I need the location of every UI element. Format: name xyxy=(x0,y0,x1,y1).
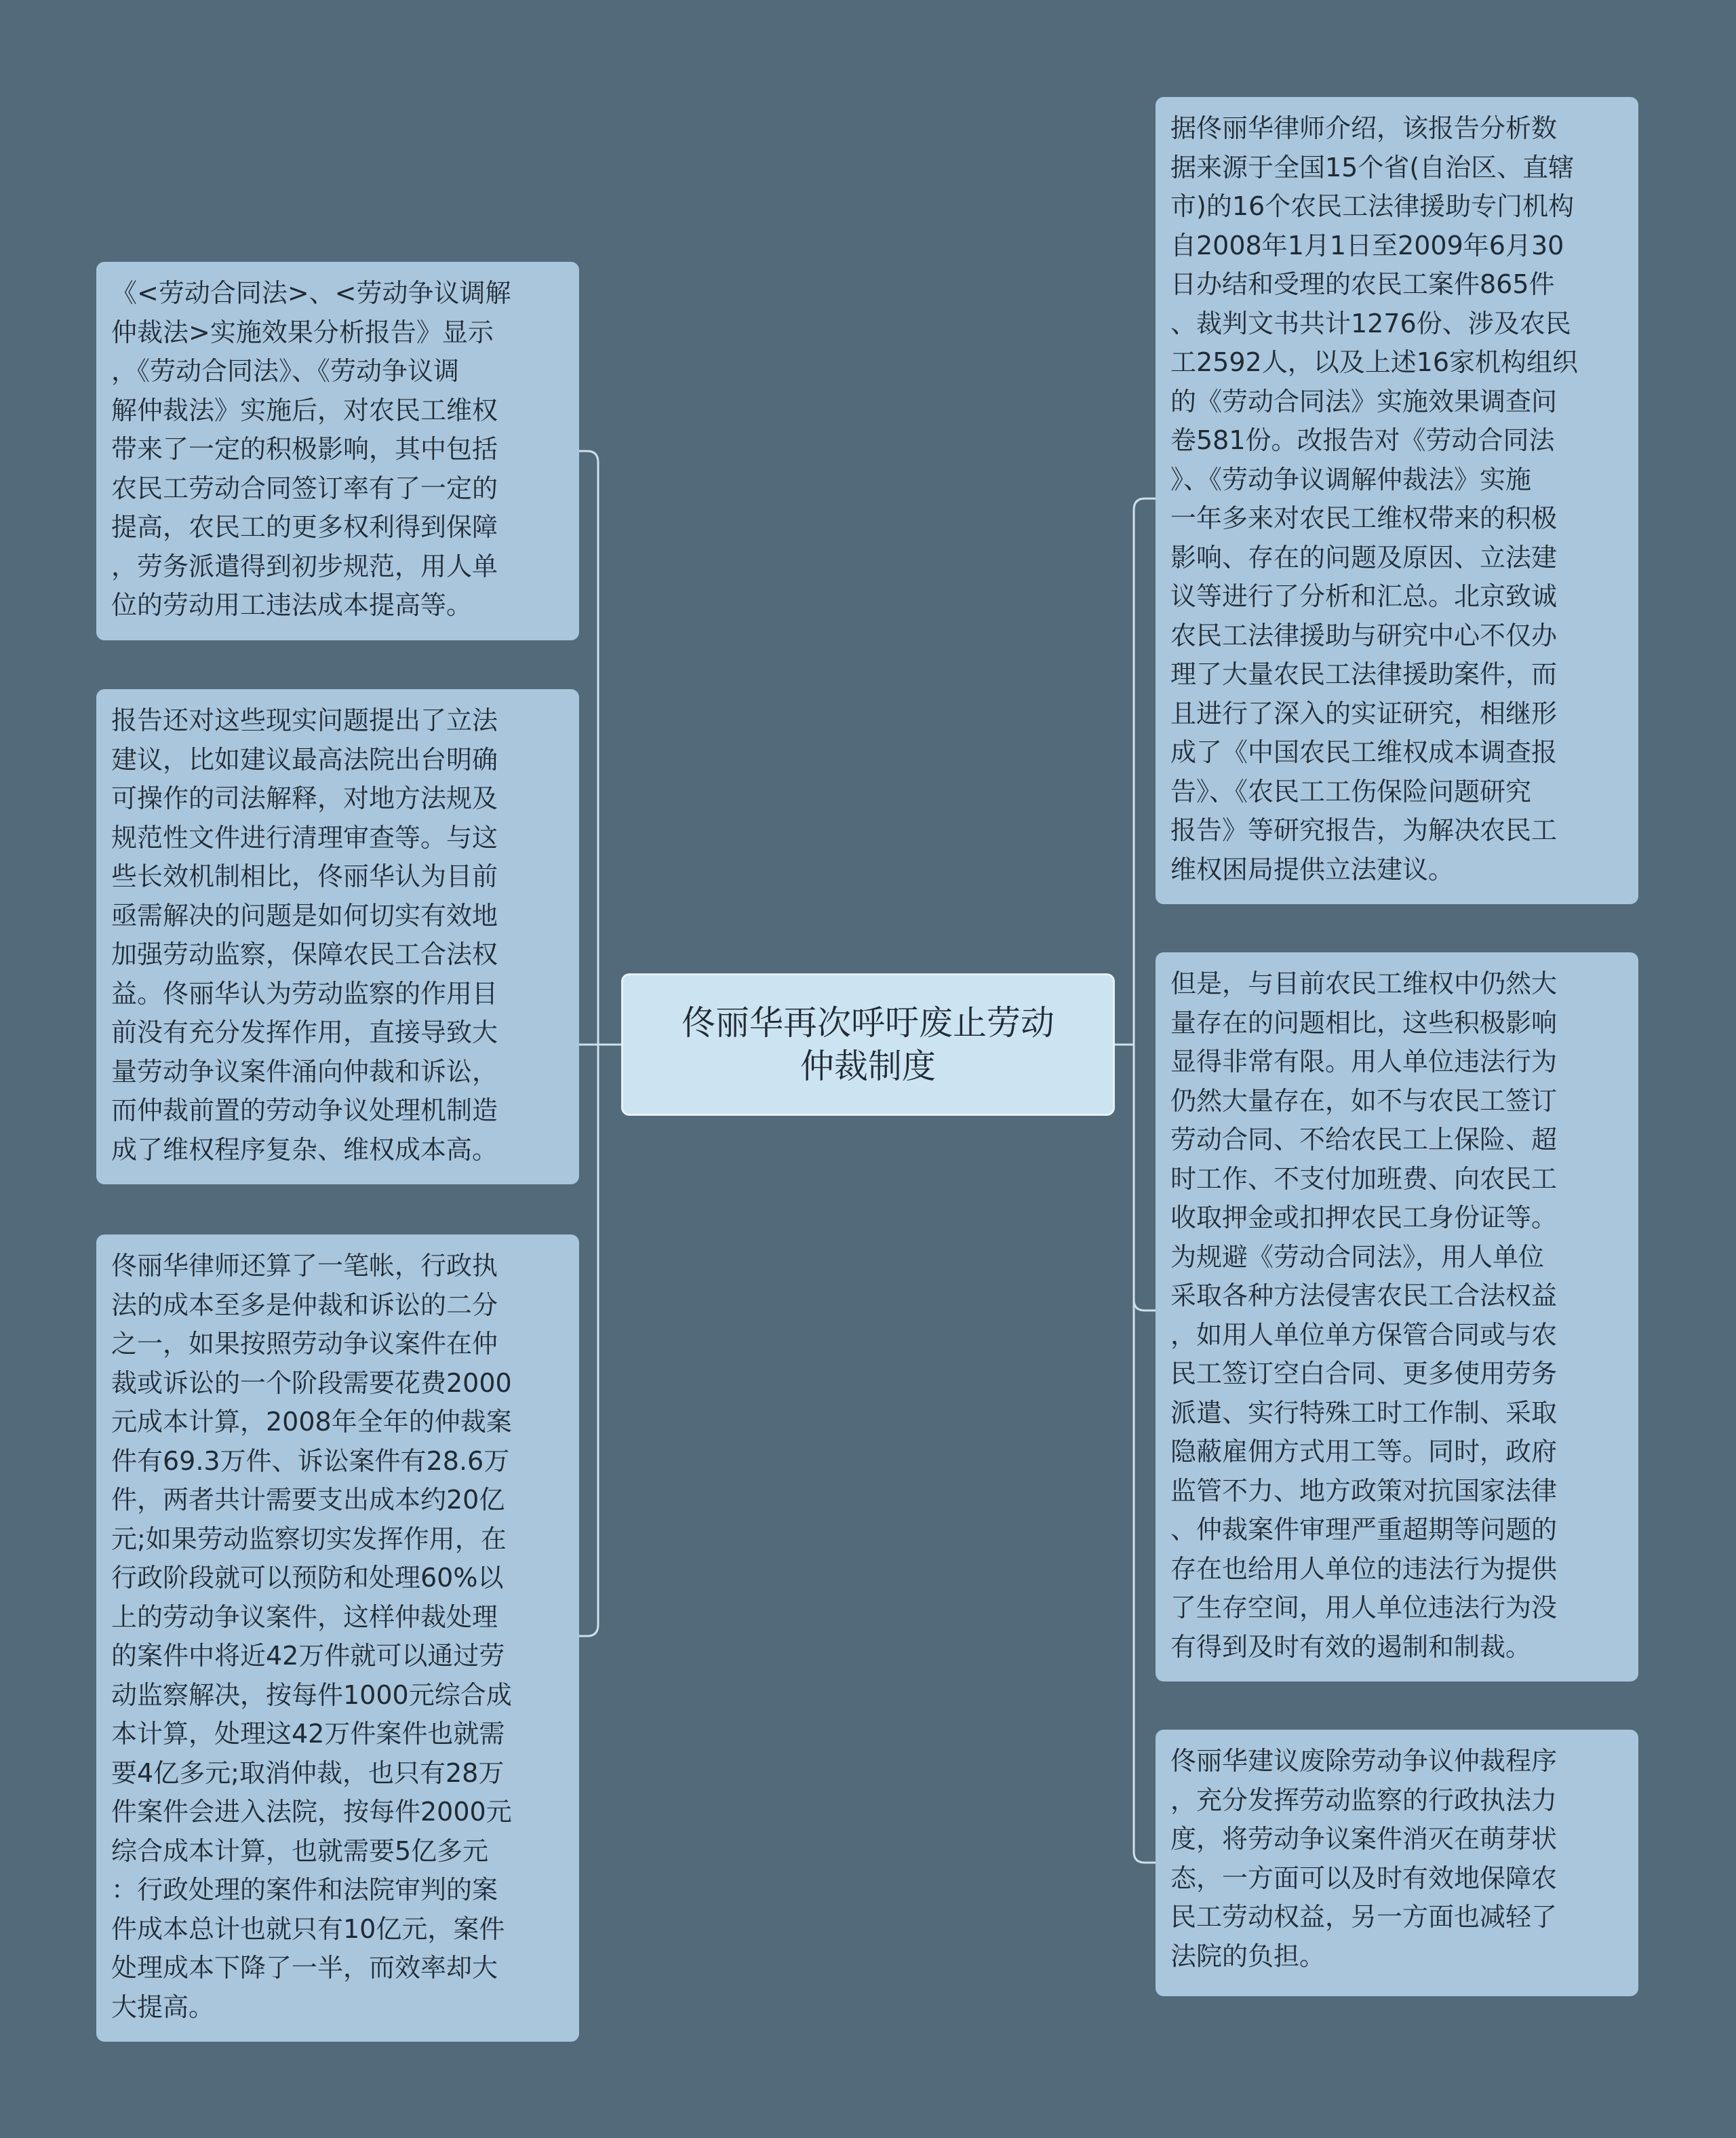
center-topic-line-2: 仲裁制度 xyxy=(800,1047,936,1086)
connector-left-3 xyxy=(578,1625,598,1636)
left-node-1: 《<劳动合同法>、<劳动争议调解 仲裁法>实施效果分析报告》显示 ，《劳动合同法》、《劳动争议调 解仲裁法》实施后，对农民工维权 带来了一定的积极影响，其中包括 农民工劳动合同签订率有了一定的 提高，农民工的更多权利得到保障 ，劳务派遣得到初步规范，用人单 位的劳动用工违法成本提高等。 xyxy=(96,262,579,640)
connector-left-1 xyxy=(578,451,598,463)
left-node-2: 报告还对这些现实问题提出了立法 建议，比如建议最高法院出台明确 可操作的司法解释，对地方法规及 规范性文件进行清理审查等。与这 些长效机制相比，佟丽华认为目前 亟需解决的问题是如何切实有效地 加强劳动监察，保障农民工合法权 益。佟丽华认为劳动监察的作用目 前没有充分发挥作用，直接导致大 量劳动争议案件涌向仲裁和诉讼， 而仲裁前置的劳动争议处理机制造 成了维权程序复杂、维权成本高。 xyxy=(96,689,579,1184)
center-topic[interactable] xyxy=(621,973,1115,1116)
right-node-3: 佟丽华建议废除劳动争议仲裁程序 ，充分发挥劳动监察的行政执法力 度，将劳动争议案件消灭在萌芽状 态，一方面可以及时有效地保障农 民工劳动权益，另一方面也减轻了 法院的负担。 xyxy=(1156,1730,1638,1996)
connector-right-2 xyxy=(1134,1300,1157,1310)
left-node-3: 佟丽华律师还算了一笔帐，行政执 法的成本至多是仲裁和诉讼的二分 之一，如果按照劳动争议案件在仲 裁或诉讼的一个阶段需要花费2000 元成本计算，2008年全年的仲裁案 件有69.3万件、诉讼案件有28.6万 件，两者共计需要支出成本约20亿 元;如果劳动监察切实发挥作用，在 行政阶段就可以预防和处理60%以 上的劳动争议案件，这样仲裁处理 的案件中将近42万件就可以通过劳 动监察解决，按每件1000元综合成 本计算，处理这42万件案件也就需 要4亿多元;取消仲裁，也只有28万 件案件会进入法院，按每件2000元 综合成本计算，也就需要5亿多元 ：行政处理的案件和法院审判的案 件成本总计也就只有10亿元，案件 处理成本下降了一半，而效率却大 大提高。 xyxy=(96,1235,579,2042)
right-node-2: 但是，与目前农民工维权中仍然大 量存在的问题相比，这些积极影响 显得非常有限。用人单位违法行为 仍然大量存在，如不与农民工签订 劳动合同、不给农民工上保险、超 时工作、不支付加班费、向农民工 收取押金或扣押农民工身份证等。 为规避《劳动合同法》，用人单位 采取各种方法侵害农民工合法权益 ，如用人单位单方保管合同或与农 民工签订空白合同、更多使用劳务 派遣、实行特殊工时工作制、采取 隐蔽雇佣方式用工等。同时，政府 监管不力、地方政策对抗国家法律 、仲裁案件审理严重超期等问题的 存在也给用人单位的违法行为提供 了生存空间，用人单位违法行为没 有得到及时有效的遏制和制裁。 xyxy=(1156,952,1638,1682)
connector-right-1 xyxy=(1134,499,1157,510)
center-topic-line-1: 佟丽华再次呼吁废止劳动 xyxy=(682,1003,1054,1043)
connector-right-3 xyxy=(1134,1852,1157,1863)
right-node-1: 据佟丽华律师介绍，该报告分析数 据来源于全国15个省(自治区、直辖 市)的16个农民工法律援助专门机构 自2008年1月1日至2009年6月30 日办结和受理的农民工案件865件 、裁判文书共计1276份、涉及农民 工2592人，以及上述16家机构组织 的《劳动合同法》实施效果调查问 卷581份。改报告对《劳动合同法 》、《劳动争议调解仲裁法》实施 一年多来对农民工维权带来的积极 影响、存在的问题及原因、立法建 议等进行了分析和汇总。北京致诚 农民工法律援助与研究中心不仅办 理了大量农民工法律援助案件，而 且进行了深入的实证研究，相继形 成了《中国农民工维权成本调查报 告》、《农民工工伤保险问题研究 报告》等研究报告，为解决农民工 维权困局提供立法建议。 xyxy=(1156,97,1638,904)
